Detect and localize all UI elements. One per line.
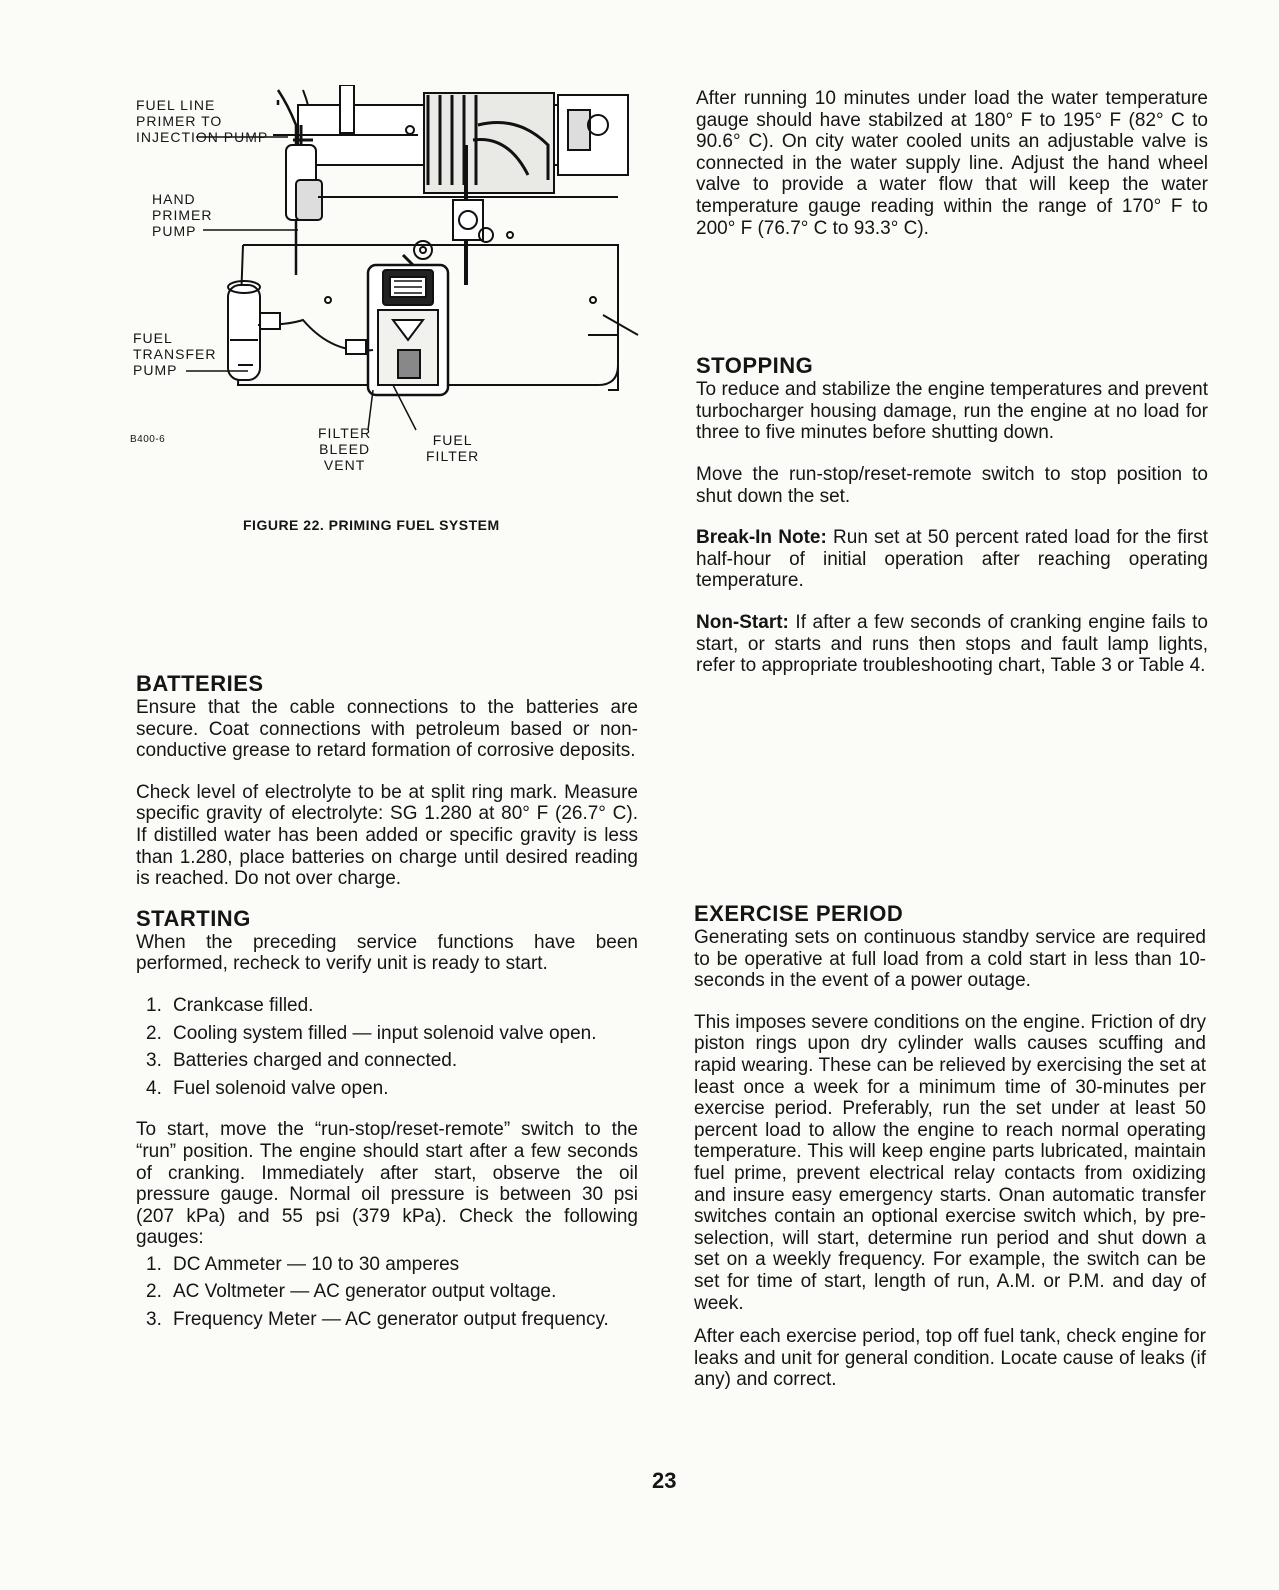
startup-checklist <box>136 995 638 1099</box>
stopping-paragraph-1: To reduce and stabilize the engine temperatures and prevent turbocharger housing damage, run the engine at no load for three to five minutes before shutting down. <box>696 379 1208 444</box>
list-item: 2. Cooling system filled — input solenoid valve open. <box>146 1022 597 1044</box>
priming-fuel-system-figure <box>128 85 648 485</box>
stopping-heading: STOPPING <box>696 353 814 379</box>
list-item: 3. Batteries charged and connected. <box>146 1050 458 1072</box>
figure-code-label: B400-6 <box>130 434 166 445</box>
stopping-paragraph-2: Move the run-stop/reset-remote switch to stop position to shut down the set. <box>696 463 1208 507</box>
list-item: 2. AC Voltmeter — AC generator output voltage. <box>146 1281 557 1303</box>
list-item: 1. Crankcase filled. <box>146 994 314 1016</box>
filter-bleed-vent-label: FILTER BLEED VENT <box>318 425 372 473</box>
water-temperature-paragraph: After running 10 minutes under load the water temperature gauge should have stabilzed at 180° F to 195° F (82° C to 90.6° C). On city water cooled units an adjustable valve is connected in the water supply line. Adjust the hand wheel valve to provide a water flow that will keep the water temperature gauge reading within the range of 170° F to 200° F (76.7° C to 93.3° C). <box>696 88 1208 239</box>
left-column <box>136 672 638 1331</box>
exercise-paragraph-3: After each exercise period, top off fuel tank, check engine for leaks and unit for general condition. Locate cause of leaks (if any) and correct. <box>694 1326 1206 1391</box>
list-item: 1. DC Ammeter — 10 to 30 amperes <box>146 1253 460 1275</box>
engine-illustration <box>128 85 648 485</box>
batteries-paragraph-2: Check level of electrolyte to be at split ring mark. Measure specific gravity of electrolyte: SG 1.280 at 80° F (26.7° C). If distilled water has been added or specific gravity is less than 1.280, place batteries on charge until desired reading is reached. Do not over charge. <box>136 781 638 890</box>
list-item: 3. Frequency Meter — AC generator output frequency. <box>146 1309 609 1331</box>
starting-paragraph-2: To start, move the “run-stop/reset-remote” switch to the “run” position. The engine should start after a few seconds of cranking. Immediately after start, observe the oil pressure gauge. Normal oil pressure is between 30 psi (207 kPa) and 55 psi (379 kPa). Check the following gauges: <box>136 1119 638 1249</box>
starting-paragraph-1: When the preceding service functions have been performed, recheck to verify unit is ready to start. <box>136 931 638 975</box>
batteries-heading: BATTERIES <box>136 671 264 696</box>
hand-primer-pump-label: HAND PRIMER PUMP <box>152 191 213 239</box>
exercise-paragraph-1: Generating sets on continuous standby service are required to be operative at full load from a cold start in less than 10-seconds in the event of a power outage. <box>694 927 1206 992</box>
right-column-top <box>696 88 1208 677</box>
fuel-line-primer-label: FUEL LINE PRIMER TO INJECTION PUMP <box>136 97 269 145</box>
non-start-note: Non-Start: If after a few seconds of cranking engine fails to start, or starts and runs then stops and fault lamp lights, refer to appropriate troubleshooting chart, Table 3 or Table 4. <box>696 611 1208 677</box>
break-in-note: Break-In Note: Run set at 50 percent rated load for the first half-hour of initial operation after reaching operating temperature. <box>696 527 1209 592</box>
fuel-filter-label: FUEL FILTER <box>426 432 480 464</box>
exercise-paragraph-2: This imposes severe conditions on the engine. Friction of dry piston rings upon dry cylinder walls causes scuffing and rapid wearing. These can be relieved by exercising the set at least once a week for a minimum time of 30-minutes per exercise period. Preferably, run the set under at least 50 percent load to allow the engine to reach normal operating temperature. This will keep engine parts lubricated, maintain fuel prime, prevent electrical relay contacts from oxidizing and insure easy emergency starts. Onan automatic transfer switches contain an optional exercise switch which, by pre-selection, will start, determine run period and shut down a set on a weekly frequency. For example, the switch can be set for time of start, length of run, A.M. or P.M. and day of week. <box>694 1011 1206 1314</box>
figure-caption: FIGURE 22. PRIMING FUEL SYSTEM <box>243 517 500 533</box>
exercise-period-heading: EXERCISE PERIOD <box>694 901 904 926</box>
gauge-checklist <box>136 1254 638 1331</box>
list-item: 4. Fuel solenoid valve open. <box>146 1077 389 1099</box>
right-column-bottom <box>694 902 1206 1391</box>
starting-heading: STARTING <box>136 905 251 931</box>
fuel-transfer-pump-label: FUEL TRANSFER PUMP <box>133 330 217 378</box>
page-number: 23 <box>652 1468 677 1493</box>
batteries-paragraph-1: Ensure that the cable connections to the batteries are secure. Coat connections with petroleum based or non-conductive grease to retard formation of corrosive deposits. <box>136 697 638 762</box>
